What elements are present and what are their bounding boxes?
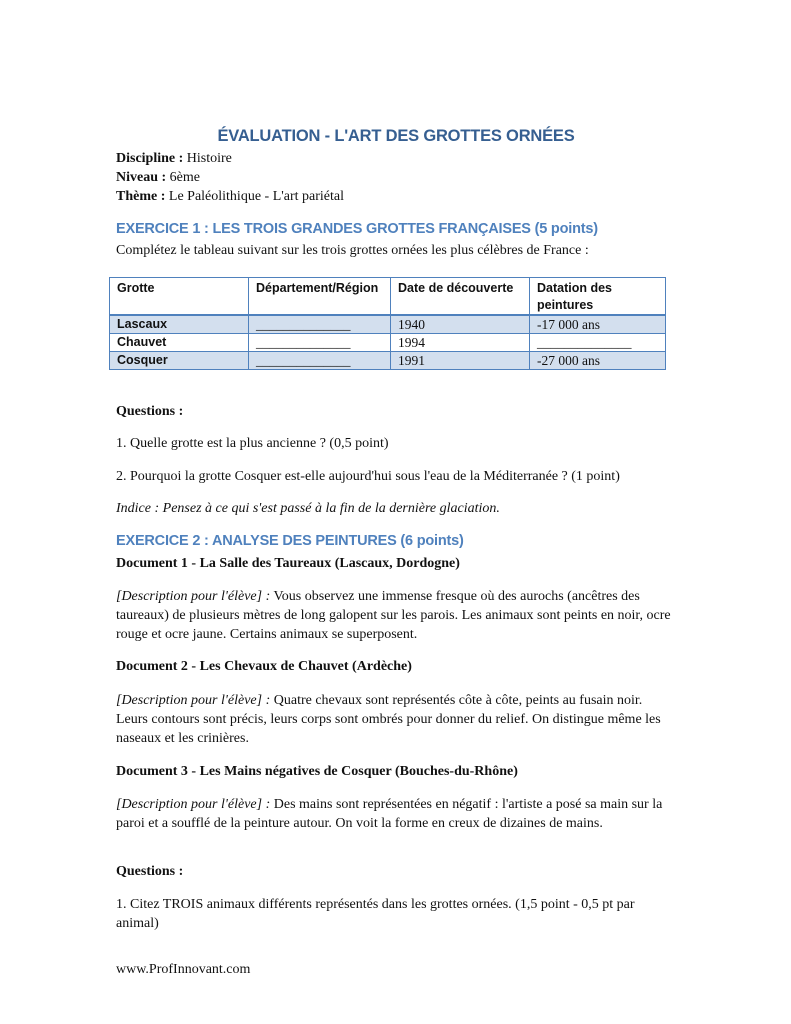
exercise1-heading: EXERCICE 1 : LES TROIS GRANDES GROTTES FRANÇAISES (5 points) [116, 221, 598, 237]
exercise2-questions-label: Questions : [116, 864, 184, 879]
meta-theme [116, 187, 344, 206]
table-header: Date de découverte [391, 278, 530, 316]
meta-label: Niveau : [116, 170, 167, 185]
meta-value: 6ème [166, 170, 200, 185]
meta-niveau [116, 168, 200, 187]
description-text: Des mains sont représentées en négatif : l'artiste a posé sa main sur la paroi et a soufflé de la peinture autour. On voit la forme en creux de dizaines de mains. [116, 797, 663, 831]
blank-field[interactable]: ______________ [249, 352, 391, 370]
table-row [110, 352, 666, 370]
table-cell: Lascaux [110, 315, 249, 334]
table-header: Grotte [110, 278, 249, 316]
blank-field[interactable]: ______________ [249, 334, 391, 352]
meta-discipline [116, 149, 232, 168]
document2-description [116, 691, 676, 748]
meta-label: Discipline : [116, 151, 184, 166]
table-header-row [110, 278, 666, 316]
document3-title: Document 3 - Les Mains négatives de Cosquer (Bouches-du-Rhône) [116, 764, 518, 779]
description-text: Vous observez une immense fresque où des aurochs (ancêtres des taureaux) de plusieurs mètres de long galopent sur les parois. Les animaux sont peints en noir, ocre rouge et ocre jaune. Certains animaux se superposent. [116, 589, 671, 642]
description-label: [Description pour l'élève] : [116, 693, 271, 708]
exercise1-question-1: 1. Quelle grotte est la plus ancienne ? (0,5 point) [116, 436, 389, 451]
document1-title: Document 1 - La Salle des Taureaux (Lascaux, Dordogne) [116, 556, 460, 571]
exercise2-heading: EXERCICE 2 : ANALYSE DES PEINTURES (6 points) [116, 533, 464, 549]
table-header: Département/Région [249, 278, 391, 316]
description-label: [Description pour l'élève] : [116, 797, 271, 812]
exercise2-question-1: 1. Citez TROIS animaux différents représentés dans les grottes ornées. (1,5 point - 0,5 pt par animal) [116, 897, 635, 931]
table-header: Datation des peintures [530, 278, 666, 316]
document1-description [116, 587, 676, 644]
meta-value: Le Paléolithique - L'art pariétal [165, 189, 345, 204]
meta-label: Thème : [116, 189, 166, 204]
table-cell: Chauvet [110, 334, 249, 352]
table-cell: 1940 [391, 315, 530, 334]
footer-website: www.ProfInnovant.com [116, 962, 251, 977]
table-row [110, 315, 666, 334]
exercise1-question-2: 2. Pourquoi la grotte Cosquer est-elle aujourd'hui sous l'eau de la Méditerranée ? (1 point) [116, 469, 620, 484]
table-cell: Cosquer [110, 352, 249, 370]
page-title: ÉVALUATION - L'ART DES GROTTES ORNÉES [217, 127, 575, 145]
table-cell: -27 000 ans [530, 352, 666, 370]
blank-field[interactable]: ______________ [249, 315, 391, 334]
description-text: Quatre chevaux sont représentés côte à côte, peints au fusain noir. Leurs contours sont précis, leurs corps sont ombrés pour donner du relief. On distingue même les naseaux et les crinières. [116, 693, 661, 746]
table-cell: 1994 [391, 334, 530, 352]
table-cell: 1991 [391, 352, 530, 370]
exercise1-hint: Indice : Pensez à ce qui s'est passé à la fin de la dernière glaciation. [116, 501, 500, 516]
blank-field[interactable]: ______________ [530, 334, 666, 352]
document2-title: Document 2 - Les Chevaux de Chauvet (Ardèche) [116, 659, 412, 674]
exercise1-questions-label: Questions : [116, 404, 184, 419]
meta-value: Histoire [183, 151, 232, 166]
exercise1-instruction: Complétez le tableau suivant sur les trois grottes ornées les plus célèbres de France : [116, 243, 589, 258]
grottes-table [109, 277, 666, 370]
table-row [110, 334, 666, 352]
table-cell: -17 000 ans [530, 315, 666, 334]
description-label: [Description pour l'élève] : [116, 589, 271, 604]
document3-description [116, 795, 676, 833]
